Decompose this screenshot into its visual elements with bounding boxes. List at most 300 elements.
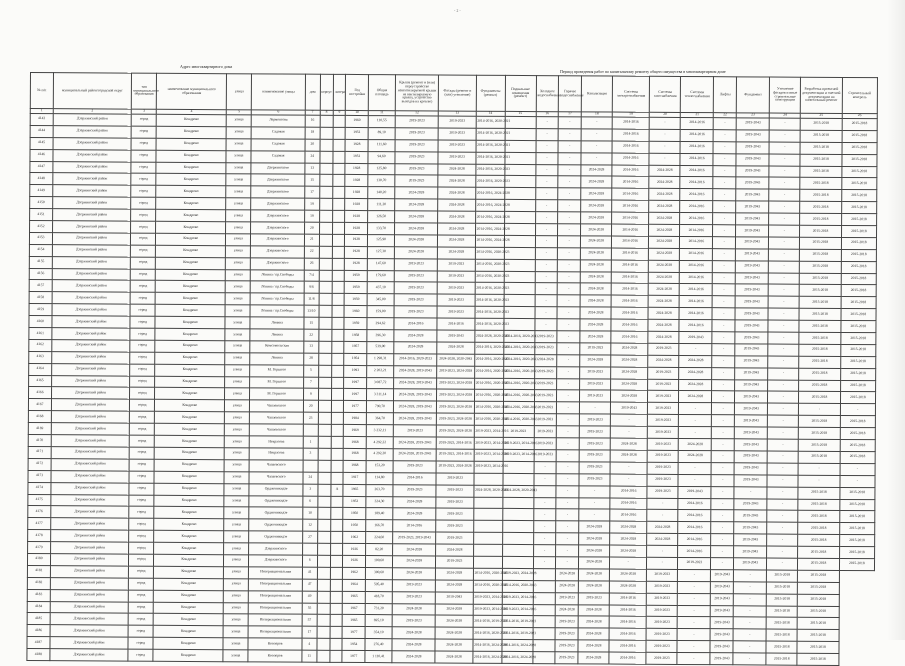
table-cell: Дзержинский район [50,613,129,625]
table-cell: 3 [303,484,318,496]
table-cell: - [557,438,580,450]
table-cell: 2019-2043 [734,546,767,558]
table-cell: - [677,629,710,641]
table-cell: - [768,391,799,403]
table-cell [317,603,331,615]
table-cell: 2024-2028 [679,391,712,403]
table-cell: 2014-2016 [611,284,648,296]
table-cell: улица [226,222,251,234]
table-cell: 147,60 [367,258,394,270]
table-cell: 1969 [344,425,367,437]
table-cell: Кондрово [154,495,224,507]
table-cell: 2024-2028 [678,450,711,462]
table-cell: 2024-2028 [580,283,611,295]
table-cell: Кондрово [154,542,224,554]
table-cell: 2019-2023, 2014-2016 [474,437,503,449]
table-cell: - [558,188,581,200]
table-cell: 2019-2043 [735,320,768,332]
table-cell: 1965 [343,591,366,603]
table-cell: 4184 [27,601,50,613]
table-cell: - [533,497,556,509]
table-cell: Кондрово [154,530,224,542]
table-cell: 2024-2028 [580,319,611,331]
table-cell: Кондрово [155,340,225,352]
table-cell: 4145 [30,137,53,149]
table-cell: 2019-2043 [736,177,769,189]
table-cell: 2014-2016 [680,153,713,165]
table-cell: 2019-2023 [392,591,435,603]
table-cell: 2019-2023 [395,163,438,175]
table-cell: - [557,355,580,367]
table-cell: город [131,185,156,197]
table-cell: Кондрово [155,412,225,424]
table-cell: 1928 [345,211,368,223]
table-cell: - [558,141,581,153]
table-cell: 2014-2016 [679,308,712,320]
table-cell: Ленина [250,353,304,365]
table-cell: 2015-2018 [797,653,838,665]
table-cell: 2015-2018 [798,558,839,570]
table-cell: Дзержинский район [52,221,131,233]
table-cell: 2024-2028 [648,296,679,308]
table-cell: 2024-2028 [395,187,438,199]
table-cell: 3 087,72 [367,377,394,389]
table-cell: улица [226,150,251,162]
table-cell: - [769,166,800,178]
table-cell: - [713,225,736,237]
table-cell: 1928 [345,258,368,270]
table-cell: 2019-2023, 2014-2016 [473,592,502,604]
table-cell: 2019-2023, 2024-2028 [437,378,474,390]
table-cell: 1951 [345,127,368,139]
table-cell: 1967 [343,603,366,615]
table-cell: - [712,320,735,332]
table-cell: 20 [305,222,320,234]
table-cell: 2024-2028 [649,212,680,224]
table-cell: 1928 [345,139,368,151]
column-number: 25 [801,113,842,118]
column-header: Канализация [581,76,612,112]
table-cell: 2019-2043 [736,165,769,177]
column-header: корпус [320,74,334,110]
table-cell: - [768,380,799,392]
table-cell: город [131,162,156,174]
table-cell: улица [225,317,250,329]
table-cell: 3 311,14 [367,389,394,401]
table-cell: 2015-2018 [840,392,875,404]
table-cell: 695,10 [365,615,392,627]
table-cell: - [536,128,559,140]
table-cell: Дзержинский район [51,387,130,399]
table-cell: 2019-2023 [648,343,679,355]
page-number: - 2 - [454,8,461,13]
table-cell: 2019-2043 [736,153,769,165]
table-cell: 2014-2016 [612,236,649,248]
table-cell: Дзержинский район [52,304,131,316]
table-cell: 2019-2023 [395,175,438,187]
table-cell: 2024-2028 [611,367,648,379]
table-cell: Ленина / пр.Свободы [251,269,305,281]
table-cell: город [130,411,155,423]
table-cell: 2024-2028 [578,604,609,616]
table-cell: 4 292,22 [366,437,393,449]
table-cell: 2024-2028 [611,379,648,391]
table-cell: - [536,152,559,164]
table-cell: улица [224,507,249,519]
table-cell: 2015-2018 [799,356,840,368]
table-cell: 2014-2016 [611,319,648,331]
table-cell: 11/8 [304,294,319,306]
table-cell: - [768,296,799,308]
table-cell: улица [226,198,251,210]
table-cell: - [610,474,647,486]
table-cell: 2015-2018 [841,214,876,226]
table-cell: 2014-2016 [680,165,713,177]
table-cell: 2024-2028 [581,188,612,200]
table-cell: Кондрово [153,649,223,661]
table-cell: 2024-2028 [679,439,712,451]
table-cell: 2024-2028 [436,568,473,580]
table-cell: 1959 [344,318,367,330]
table-cell: - [535,224,558,236]
table-cell: 2024-2028 [610,438,647,450]
table-cell: 2019-2023 [647,474,678,486]
table-cell: 2024-2028, 2020-2043 [474,330,503,342]
table-cell: 1968 [343,460,366,472]
table-cell: 2019-2043 [735,403,768,415]
table-cell: - [679,415,712,427]
table-cell: Комсомольская [250,341,304,353]
table-cell: улица [224,590,249,602]
table-cell [318,377,332,389]
table-cell: 2015-2018 [839,547,874,559]
table-cell: 2014-2016, 2020-2043 [474,366,503,378]
table-cell: 2019-2023 [394,258,437,270]
column-number: 3 [132,109,157,114]
table-cell [319,294,333,306]
table-cell: 2014-2016 [612,129,649,141]
table-cell: 2019-2043 [734,451,767,463]
table-cell: 2019-2043 [679,332,712,344]
table-cell: Кондрово [153,590,223,602]
table-cell: - [769,154,800,166]
column-header: Утепление фасадов и иные строительные конструкции [770,77,801,113]
table-cell: 2014-2016 [680,141,713,153]
table-cell: 24 [305,151,320,163]
table-cell: Дзержинский район [50,530,129,542]
table-cell: - [798,475,839,487]
table-cell: - [768,368,799,380]
table-cell: 2019-2023, 2014-2016 [503,449,534,461]
table-cell: 2015-2018 [841,225,876,237]
table-cell: 2019-2043 [736,237,769,249]
table-cell: - [768,308,799,320]
table-cell: 2019-2023 [534,378,557,390]
table-cell: - [558,224,581,236]
table-cell: город [130,399,155,411]
table-cell: - [712,451,735,463]
table-cell: Дзержинский район [52,209,131,221]
table-cell: 189,40 [366,508,393,520]
column-header: Фундамент [736,77,769,113]
table-cell: 2014-2016 [680,213,713,225]
table-cell: Садовая [251,127,305,139]
table-cell: 2015-2018 [840,487,875,499]
table-cell: 2019-2023 [579,438,610,450]
table-cell: - [714,118,737,130]
table-cell: Ленина / пр.Свободы [250,281,304,293]
table-cell [332,258,344,270]
table-cell: улица [224,543,249,555]
table-cell [318,353,332,365]
table-cell: 2019-2043 [735,272,768,284]
table-cell: 4154 [29,244,52,256]
table-cell: 5 [304,365,319,377]
table-cell: 2014-2016, 2020-2043 [474,402,503,414]
table-cell: 2015-2018 [798,522,839,534]
table-cell: - [678,593,711,605]
table-cell: Дзержинский район [51,423,130,435]
table-cell: 2014-2016, 2020-2043 [473,580,502,592]
table-cell: Дзержинский район [51,435,130,447]
table-cell: 2014-2016 [680,260,713,272]
table-cell: 2019-2023 [534,438,557,450]
table-cell: 2019-2023 [647,593,678,605]
table-cell: - [767,522,798,534]
table-cell: 2014-2016, 2020-2023 [475,306,504,318]
table-cell: 2019-2043 [734,475,767,487]
table-cell: 2014-2016, 2020-2043 [503,330,534,342]
table-cell: 2015-2018 [799,368,840,380]
table-cell: - [799,404,840,416]
table-cell [317,591,331,603]
table-cell: Кондрово [156,138,226,150]
table-cell: 2024-2028 [581,164,612,176]
table-cell: 4188 [27,649,50,661]
table-cell: 2015-2018 [800,225,841,237]
table-cell: 22 [304,329,319,341]
table-cell: - [581,141,612,153]
table-cell: Кондрово [155,293,225,305]
table-cell [318,472,332,484]
table-cell: Кондрово [156,198,226,210]
table-cell: - [579,485,610,497]
table-cell: 1959 [344,294,367,306]
table-cell: Дзержинский район [51,399,130,411]
table-cell: 2019-2023 [646,652,677,664]
table-cell: Кондрово [154,507,224,519]
table-cell: 2014-2016 [437,318,474,330]
table-cell: 2024-2028 [649,201,680,213]
table-cell: - [768,344,799,356]
table-cell: 4150 [30,197,53,209]
table-cell: 224,60 [366,532,393,544]
table-cell: 418,70 [365,591,392,603]
table-cell: 2014-2016, 2020-2021 [476,152,505,164]
column-number: 18 [581,112,612,117]
table-cell: 1993 [344,365,367,377]
table-cell: - [713,153,736,165]
table-cell: Кондрово [155,376,225,388]
table-cell: 2024-2028 [392,651,435,663]
table-cell: 13/10 [304,305,319,317]
table-cell: - [769,142,800,154]
table-cell: улица [224,626,249,638]
table-cell: Дзержинский район [52,292,131,304]
table-cell: 2014-2016 [612,165,649,177]
table-cell: 2015-2018 [800,273,841,285]
table-cell: Кондрово [154,435,224,447]
table-cell: Кооперов [248,650,302,662]
column-header: дом [305,74,320,110]
table-cell: 2019-2043 [711,617,734,629]
table-cell [316,650,330,662]
table-cell: 2014-2016 [679,320,712,332]
table-cell: город [129,554,154,566]
table-cell: 2014-2016, 2020-2023 [475,318,504,330]
table-cell [317,484,331,496]
table-cell [330,639,342,651]
table-cell: 28 [304,353,319,365]
table-cell: Кондрово [154,566,224,578]
table-cell: 1953 [343,496,366,508]
table-cell: 2015-2018 [766,617,797,629]
table-cell: 2015-2018 [842,154,877,166]
table-cell: 2015-2018 [766,629,797,641]
table-cell: 2024-2028 [392,568,435,580]
table-cell: 2019-2023 [647,569,678,581]
table-cell: 2019-2043 [736,118,769,130]
table-cell: 2015-2018 [842,118,877,130]
table-cell: 2019-2043 [734,522,767,534]
table-cell: улица [227,127,252,139]
table-cell: 2019-2023 [580,343,611,355]
table-cell: Дзержинский район [51,375,130,387]
table-cell: Дзержинский район [50,577,129,589]
table-cell: 2015-2018 [798,499,839,511]
column-header: Системы теплоснабжения [681,76,714,112]
table-cell: город [128,614,153,626]
table-cell: 2014-2016, 2024-2028 [475,199,504,211]
table-cell: 4187 [27,637,50,649]
table-cell: 2019-2023, 2014-2016 [473,604,502,616]
table-cell: 2019-2023 [438,140,475,152]
table-cell: Интернациональная [249,579,303,591]
table-cell: Кондрово [154,519,224,531]
column-header: Фасады (ремонт и (или) утепление) [439,75,476,111]
table-cell: Дзержинский район [51,363,130,375]
table-cell: 2015-2018 [799,308,840,320]
table-cell: 2019-2043 [736,142,769,154]
table-cell: улица [223,650,248,662]
table-cell: 23 [303,412,318,424]
table-cell: 2015-2018 [798,439,839,451]
table-cell: 2014-2016, 2020-2043 [503,342,534,354]
table-cell: 1950 [343,508,366,520]
table-cell: Кондрово [155,257,225,269]
table-cell: 2019-2023 [392,615,435,627]
table-cell: город [131,233,156,245]
table-cell: 2014-2016, 2019-2023 [502,616,533,628]
table-cell: 2014-2016 [678,522,711,534]
table-cell [473,532,502,544]
table-cell: город [130,364,155,376]
table-cell: 1965 [342,615,365,627]
column-number: 23 [736,113,769,118]
table-cell: Чапаевского [249,472,303,484]
table-cell: 2014-2016, 2020-2023 [475,295,504,307]
table-cell [333,199,345,211]
table-cell [332,365,344,377]
table-cell: - [558,200,581,212]
table-cell: улица [226,269,251,281]
table-header [30,73,877,119]
table-cell: 21 [304,234,319,246]
table-cell: Интернациональная [248,602,302,614]
table-cell: 2024-2028 [649,260,680,272]
table-cell: 4168 [28,411,51,423]
table-cell: 2024-2028 [649,236,680,248]
table-cell: 2024-2028, 2020-2043 [474,485,503,497]
table-cell: 4157 [29,280,52,292]
table-cell: город [131,245,156,257]
table-cell [319,306,333,318]
column-number: 14 [476,111,505,116]
table-cell: 2014-2016 [611,260,648,272]
table-cell: улица [225,376,250,388]
table-cell: 2024-2028 [649,272,680,284]
table-cell: улица [225,329,250,341]
table-cell: - [679,403,712,415]
table-cell: 1977 [342,650,365,662]
table-cell: 2024-2028 [438,164,475,176]
table-cell: 2014-2016 [609,628,646,640]
table-cell: - [610,462,647,474]
table-cell: 2024-2028 [435,639,472,651]
column-header: Фундаменты (ремонт) [476,75,505,111]
table-cell: - [557,283,580,295]
table-cell: - [556,545,579,557]
table-cell: город [131,209,156,221]
table-cell: 2024-2028, 2019-2043 [394,377,437,389]
table-cell: 2014-2016 [611,307,648,319]
table-cell: город [128,625,153,637]
table-cell: 2014-2016, 2020-2043 [474,378,503,390]
table-cell: - [579,497,610,509]
table-cell: А [331,484,343,496]
table-cell: 2019-2043 [736,225,769,237]
table-cell: 2014-2016, 2020-2043 [503,366,534,378]
table-cell: - [678,462,711,474]
table-cell: 2014-2016, 2020-2023 [475,283,504,295]
table-cell: 2014-2016 [678,546,711,558]
table-cell: 2019-2023, 2024-2028 [437,401,474,413]
table-cell: - [581,153,612,165]
table-cell: - [557,390,580,402]
table-cell: 2015-2018 [798,534,839,546]
table-cell: 2024-2028 [392,556,435,568]
column-header: Строительный контроль [842,77,878,113]
table-cell: 2014-2016 [609,640,646,652]
table-cell [332,270,344,282]
column-number: 11 [368,111,395,116]
table-cell: 2015-2018 [800,130,841,142]
table-cell: 2024-2028 [580,331,611,343]
table-cell: 2014-2016, 2020-2043 [474,342,503,354]
table-cell: город [131,197,156,209]
table-cell: улица [224,519,249,531]
table-cell: 1997 [344,389,367,401]
